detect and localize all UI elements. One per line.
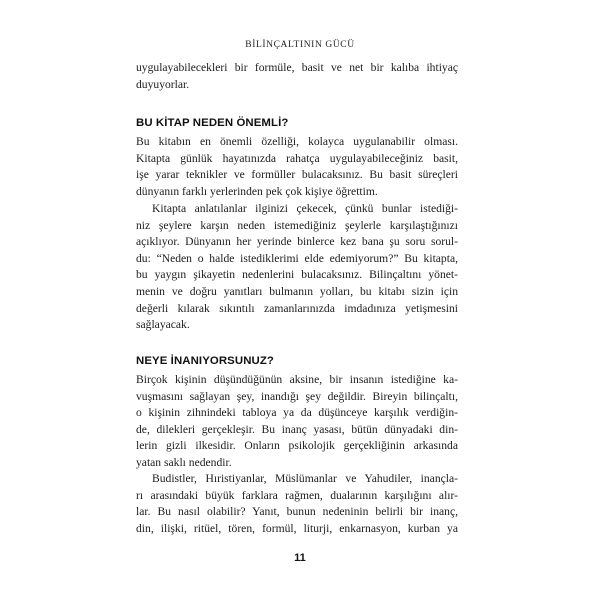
text-line: de, dilekleri gerçekleşir. Bu inanç yasası, bütün dünyadaki din- <box>136 422 458 436</box>
text-line: Birçok kişinin düşündüğünün aksine, bir insanın istediğine ka- <box>136 373 458 386</box>
text-line: menin ve doğru yanıtları bulmanın yolları, bu kitabı sizin için <box>136 284 458 298</box>
section1-paragraph-2 <box>136 201 458 334</box>
text-line: dünyanın farklı yerlerinden pek çok kişiye öğrettim. <box>136 184 378 198</box>
section-heading-2: NEYE İNANIYORSUNUZ? <box>136 355 274 367</box>
running-head: BİLİNÇALTININ GÜCÜ <box>245 40 355 50</box>
text-line: uygulayabilecekleri bir formüle, basit ve net bir kalıba ihtiyaç <box>136 61 458 74</box>
text-line: açıklıyor. Dünyanın her yerinde binlerce kez bana şu soru sorul- <box>136 235 458 249</box>
text-line: vuşmasını sağlayan şey, inandığı şey değildir. Bireyin bilinçaltı, <box>136 389 458 403</box>
section1-paragraph-1 <box>136 134 458 200</box>
section2-paragraph-2 <box>136 471 458 537</box>
text-line: değerli kılarak sıkıntılı zamanlarınızda imdadınıza yetişmesini <box>136 301 458 315</box>
section2-paragraph-1 <box>136 372 458 472</box>
text-line: bu yaygın şikayetin nedenlerini bulacaksınız. Bilinçaltını yönet- <box>136 268 458 282</box>
text-line: lerin gizli ilkesidir. Onların psikolojik gerçekliğinin arkasında <box>136 439 458 453</box>
text-line: işe yarar teknikler ve formüller bulacaksınız. Bu basit süreçleri <box>136 168 458 182</box>
page-number: 11 <box>294 552 306 564</box>
text-line: yatan saklı nedendir. <box>136 455 232 469</box>
text-line: sağlayacak. <box>136 318 190 332</box>
text-line: du: “Neden o halde istediklerimi elde edemiyorum?” Bu kitapta, <box>136 251 458 265</box>
intro-paragraph <box>136 60 458 93</box>
text-line: lar. Bu nasıl olabilir? Yanıt, bunun nedeninin belirli bir inanç, <box>136 505 458 519</box>
text-line: duyuyorlar. <box>136 77 190 91</box>
text-line: o kişinin zihnindeki tabloya ya da düşünceye karşılık verdiğin- <box>136 406 458 420</box>
section-heading-1: BU KİTAP NEDEN ÖNEMLİ? <box>136 117 289 129</box>
text-line: din, ilişki, ritüel, tören, formül, liturji, enkarnasyon, kurban ya <box>136 521 458 535</box>
text-line: Kitapta anlatılanlar ilginizi çekecek, çünkü bunlar istediği- <box>152 202 458 215</box>
text-line: Bu kitabın en önemli özelliği, kolayca uygulanabilir olması. <box>136 135 458 148</box>
text-line: rı arasındaki büyük farklara rağmen, dualarının karşılığını alır- <box>136 488 458 502</box>
text-line: niz şeylere karşın neden istemediğiniz şeylerle karşılaştığınızı <box>136 218 458 232</box>
text-line: Budistler, Hıristiyanlar, Müslümanlar ve Yahudiler, inançla- <box>152 472 458 485</box>
text-line: Kitapta günlük hayatınızda rahatça uygulayabileceğiniz basit, <box>136 151 458 165</box>
